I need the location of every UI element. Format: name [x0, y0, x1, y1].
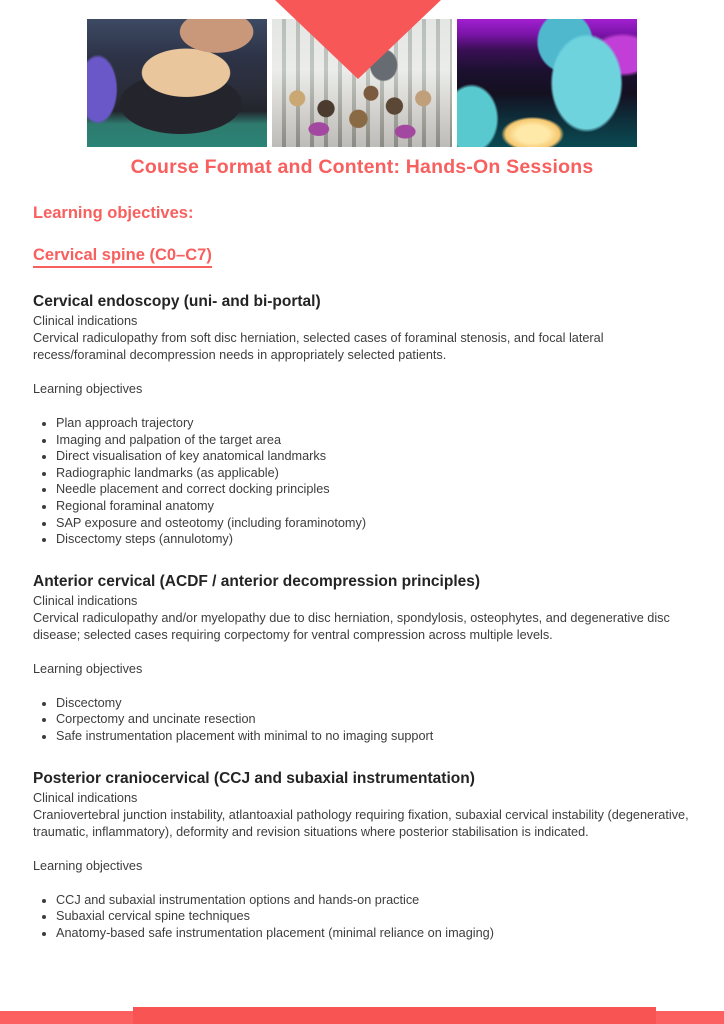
objective-item: • Subaxial cervical spine techniques — [56, 908, 690, 925]
main-content — [0, 204, 724, 941]
objective-item: • Direct visualisation of key anatomical landmarks — [56, 448, 690, 465]
section-title: Anterior cervical (ACDF / anterior decompression principles) — [33, 572, 481, 590]
clinical-indications-label: Clinical indications — [33, 314, 138, 328]
objectives-list — [33, 695, 690, 745]
objective-item: • Corpectomy and uncinate resection — [56, 711, 690, 728]
section-title: Posterior craniocervical (CCJ and subaxial instrumentation) — [33, 769, 475, 787]
objective-item: • CCJ and subaxial instrumentation options and hands-on practice — [56, 892, 690, 909]
objective-item: • Needle placement and correct docking principles — [56, 481, 690, 498]
footer-bar-middle-decoration — [133, 1007, 656, 1024]
objective-item: • Imaging and palpation of the target area — [56, 432, 690, 449]
objectives-label: Learning objectives — [33, 382, 143, 396]
clinical-indications-label: Clinical indications — [33, 790, 138, 805]
operating-room-surgeons-photo — [457, 19, 637, 147]
region-heading-text: Cervical spine (C0–C7) — [33, 246, 212, 268]
down-triangle-decoration-icon — [275, 0, 441, 79]
clinical-indications-text: Cervical radiculopathy and/or myelopathy due to disc herniation, spondylosis, osteophytes, and degenerative disc disease; selected cases requiring corpectomy for ventral compression across multiple levels. — [33, 610, 670, 642]
objectives-list — [33, 415, 690, 548]
objective-item: • Radiographic landmarks (as applicable) — [56, 465, 690, 482]
objective-item: • Plan approach trajectory — [56, 415, 690, 432]
clinical-indications-text: Cervical radiculopathy from soft disc herniation, selected cases of foraminal stenosis, and focal lateral recess/foraminal decompression needs in appropriately selected patients. — [33, 331, 604, 362]
section-title: Cervical endoscopy (uni- and bi-portal) — [33, 293, 321, 310]
section-cervical-endoscopy — [33, 293, 690, 548]
objective-item: • Discectomy steps (annulotomy) — [56, 531, 690, 548]
region-heading — [33, 246, 690, 268]
objective-item: • Regional foraminal anatomy — [56, 498, 690, 515]
objectives-label: Learning objectives — [33, 661, 143, 676]
clinical-indications-label: Clinical indications — [33, 593, 138, 608]
learning-objectives-heading: Learning objectives: — [33, 204, 194, 222]
page-title: Course Format and Content: Hands-On Sessions — [130, 156, 594, 178]
clinical-indications-text: Craniovertebral junction instability, atlantoaxial pathology requiring fixation, subaxial cervical instability (degenerative, traumatic, inflammatory), deformity and revision situations where posterior stabilisation is indicated. — [33, 807, 689, 839]
surgical-training-manikin-photo — [87, 19, 267, 147]
objective-item: • Discectomy — [56, 695, 690, 712]
section-posterior-craniocervical — [33, 770, 690, 942]
objectives-list — [33, 892, 690, 942]
section-anterior-cervical — [33, 573, 690, 745]
objectives-label: Learning objectives — [33, 858, 143, 873]
objective-item: • Anatomy-based safe instrumentation placement (minimal reliance on imaging) — [56, 925, 690, 942]
objective-item: • Safe instrumentation placement with minimal to no imaging support — [56, 728, 690, 745]
objective-item: • SAP exposure and osteotomy (including foraminotomy) — [56, 515, 690, 532]
